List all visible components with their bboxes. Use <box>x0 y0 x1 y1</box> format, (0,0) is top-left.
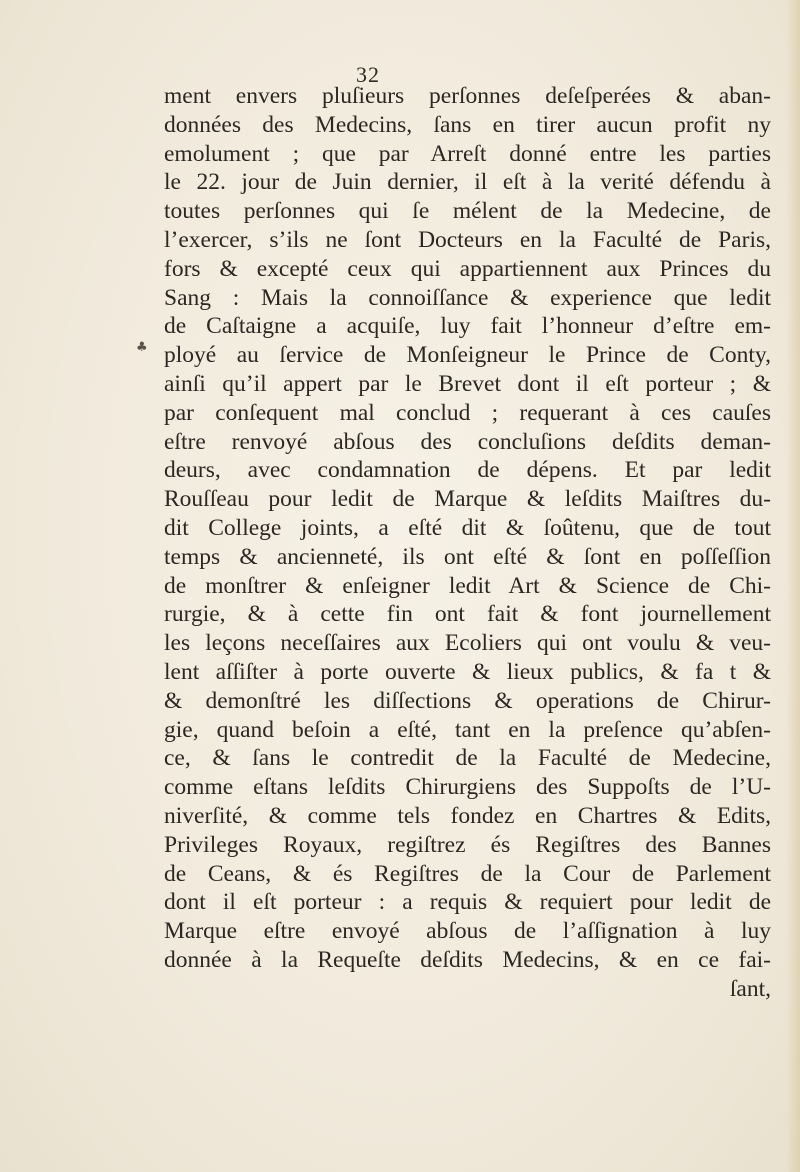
text-line: par conſequent mal conclud ; requerant à ces cauſes <box>164 399 771 426</box>
text-line: ployé au ſervice de Monſeigneur le Prince de Conty, <box>164 342 771 369</box>
text-line: le 22. jour de Juin dernier, il eſt à la verité défendu à <box>164 169 771 196</box>
text-line: Sang : Mais la connoiſſance & experience que ledit <box>164 284 771 311</box>
text-line: l’exercer, s’ils ne ſont Docteurs en la Faculté de Paris, <box>164 226 771 253</box>
text-line: dit College joints, a eſté dit & ſoûtenu, que de tout <box>164 514 771 541</box>
text-line: ce, & ſans le contredit de la Faculté de Medecine, <box>164 745 771 772</box>
text-line: gie, quand beſoin a eſté, tant en la preſence qu’abſen- <box>164 716 771 743</box>
text-line: de Caſtaigne a acquiſe, luy fait l’honneur d’eſtre em- <box>164 313 771 340</box>
text-line: niverſité, & comme tels fondez en Chartres & Edits, <box>164 802 771 829</box>
text-line: temps & ancienneté, ils ont eſté & ſont en poſſeſſion <box>164 543 771 570</box>
text-line: comme eſtans leſdits Chirurgiens des Suppoſts de l’U- <box>164 774 771 801</box>
text-line: & demonſtré les diſſections & operations de Chirur- <box>164 687 771 714</box>
body-text <box>164 82 771 1004</box>
text-line: Privileges Royaux, regiſtrez és Regiſtres des Bannes <box>164 831 771 858</box>
text-line: ſant, <box>729 975 771 1002</box>
text-line: lent aſſiſter à porte ouverte & lieux publics, & fa t & <box>164 658 771 685</box>
text-line: eſtre renvoyé abſous des concluſions deſdits deman- <box>164 428 771 455</box>
text-line: ment envers pluſieurs perſonnes deſeſperées & aban- <box>164 83 771 109</box>
text-line: de monſtrer & enſeigner ledit Art & Science de Chi- <box>164 572 771 599</box>
text-line: donnée à la Requeſte deſdits Medecins, & en ce fai- <box>164 946 771 973</box>
text-line: fors & excepté ceux qui appartiennent aux Princes du <box>164 255 771 282</box>
page-edge-shadow <box>786 0 800 1172</box>
text-line: Marque eſtre envoyé abſous de l’aſſignation à luy <box>164 918 771 945</box>
text-line: emolument ; que par Arreſt donné entre les parties <box>164 140 771 167</box>
text-line: de Ceans, & és Regiſtres de la Cour de Parlement <box>164 860 771 887</box>
text-line: rurgie, & à cette fin ont fait & font journellement <box>164 601 771 628</box>
text-line: les leçons neceſſaires aux Ecoliers qui ont voulu & veu- <box>164 630 771 657</box>
text-line: dont il eſt porteur : a requis & requiert pour ledit de <box>164 889 771 916</box>
text-line: deurs, avec condamnation de dépens. Et par ledit <box>164 457 771 484</box>
margin-mark: ♣ <box>136 340 148 355</box>
text-line: ainſi qu’il appert par le Brevet dont il eſt porteur ; & <box>164 370 771 397</box>
text-line: données des Medecins, ſans en tirer aucun profit ny <box>164 111 771 138</box>
text-line: toutes perſonnes qui ſe mélent de la Medecine, de <box>164 198 771 225</box>
text-line: Rouſſeau pour ledit de Marque & leſdits Maiſtres du- <box>164 486 771 513</box>
page-number: 32 <box>356 62 380 87</box>
